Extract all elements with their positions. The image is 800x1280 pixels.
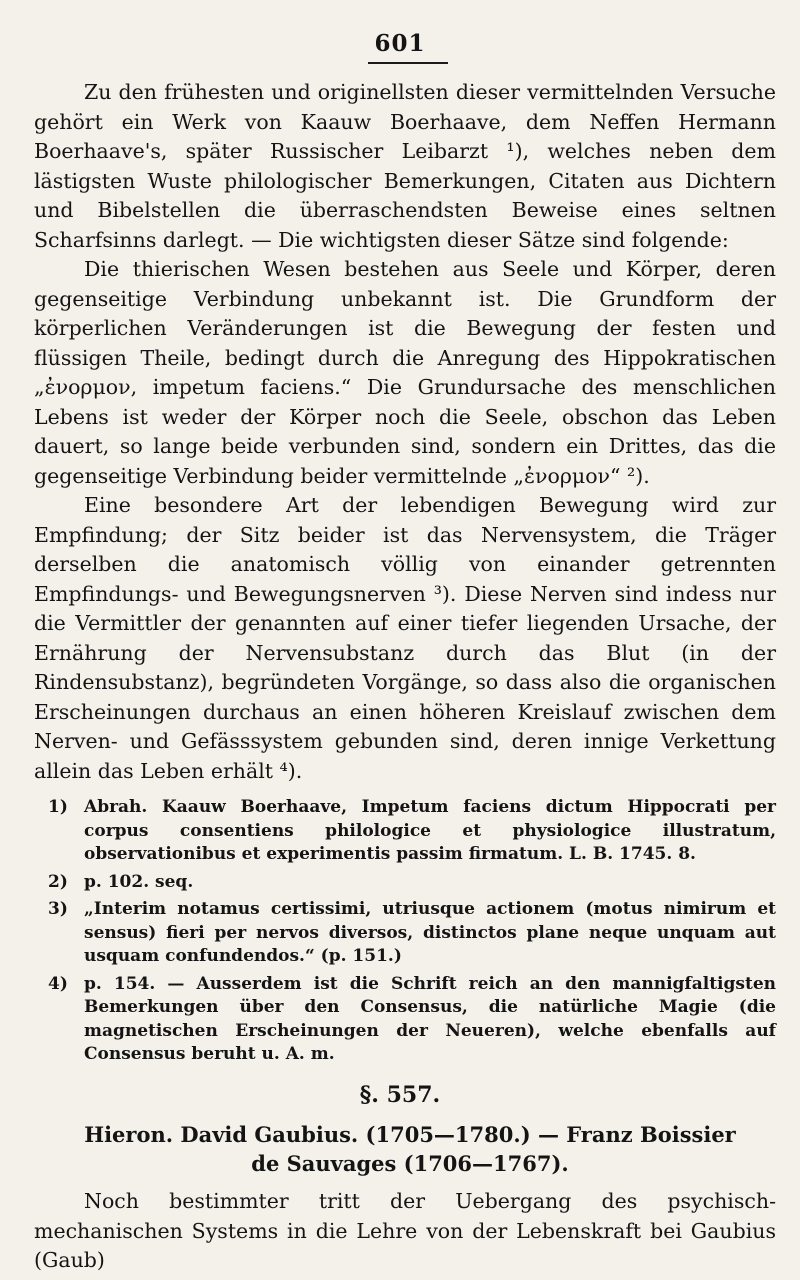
page-number: 601 [374,30,426,57]
footnote-text: Abrah. Kaauw Boerhaave, Impetum faciens dictum Hippocrati per corpus consentiens philologice et physiologice illustratum, observationibus et experimentis passim firmatum. L. B. 1745. 8. [84,797,776,864]
footnotes [48,796,776,1071]
footnote-number: 1) [48,797,68,817]
footnote-number: 3) [48,899,68,919]
section-number: §. 557. [359,1082,441,1108]
paragraph-1: Zu den frühesten und originellsten dieser vermittelnden Versuche gehört ein Werk von Kaauw Boerhaave, dem Neffen Hermann Boerhaave's, später Russischer Leibarzt ¹), welches neben dem lästigsten Wuste philologischer Bemerkungen, Citaten aus Dichtern und Bibelstellen die überraschendsten Beweise eines seltnen Scharfsinns darlegt. — Die wichtigsten dieser Sätze sind folgende: [34,80,776,252]
footnote [48,898,776,969]
footnote-number: 4) [48,973,68,994]
footnote-text: p. 154. — Ausserdem ist die Schrift reich an den mannigfaltigsten Bemerkungen über den Consensus, die natürliche Magie (die magnetischen Erscheinungen der Neueren), welche ebenfalls auf Consensus beruht u. A. m. [84,973,776,1064]
paragraph-3: Eine besondere Art der lebendigen Bewegung wird zur Empfindung; der Sitz beider ist das Nervensystem, die Träger derselben die anatomisch völlig von einander getrennten Empfindungs- und Bewegungsnerven ³). Diese Nerven sind indess nur die Vermittler der genannten auf einer tiefer liegenden Ursache, der Ernährung der Nervensubstanz durch das Blut (in der Rindensubstanz), begründeten Vorgänge, so dass also die organischen Erscheinungen durchaus an einen höheren Kreislauf zwischen dem Nerven- und Gefässsystem gebunden sind, deren innige Verkettung allein das Leben erhält ⁴). [34,493,776,783]
section-title [40,1120,780,1178]
footnote [48,871,776,895]
footnote [48,796,776,867]
final-paragraph: Noch bestimmter tritt der Uebergang des psychisch-mechanischen Systems in die Lehre von der Lebenskraft bei Gaubius (Gaub) [34,1189,776,1272]
page-number-rule [368,62,448,64]
section-title-line-1: Hieron. David Gaubius. (1705—1780.) — Franz Boissier [84,1122,736,1147]
footnote-number: 2) [48,871,68,892]
footnote-text: p. 102. seq. [84,871,194,892]
main-text [34,78,776,786]
footnote [48,973,776,1067]
final-paragraph-container [34,1187,776,1276]
paragraph-2: Die thierischen Wesen bestehen aus Seele und Körper, deren gegenseitige Verbindung unbekannt ist. Die Grundform der körperlichen Veränderungen ist die Bewegung der festen und flüssigen Theile, bedingt durch die Anregung des Hippokratischen „ἐνορμον, impetum faciens.“ Die Grundursache des menschlichen Lebens ist weder der Körper noch die Seele, obschon das Leben dauert, so lange beide verbunden sind, sondern ein Drittes, das die gegenseitige Verbindung beider vermittelnde „ἐνορμον“ ²). [34,257,776,488]
section-title-line-2: de Sauvages (1706—1767). [251,1151,569,1176]
footnote-text: „Interim notamus certissimi, utriusque actionem (motus nimirum et sensus) fieri per nervos diversos, distinctos plane neque unquam aut usquam confundendos.“ (p. 151.) [84,899,776,966]
